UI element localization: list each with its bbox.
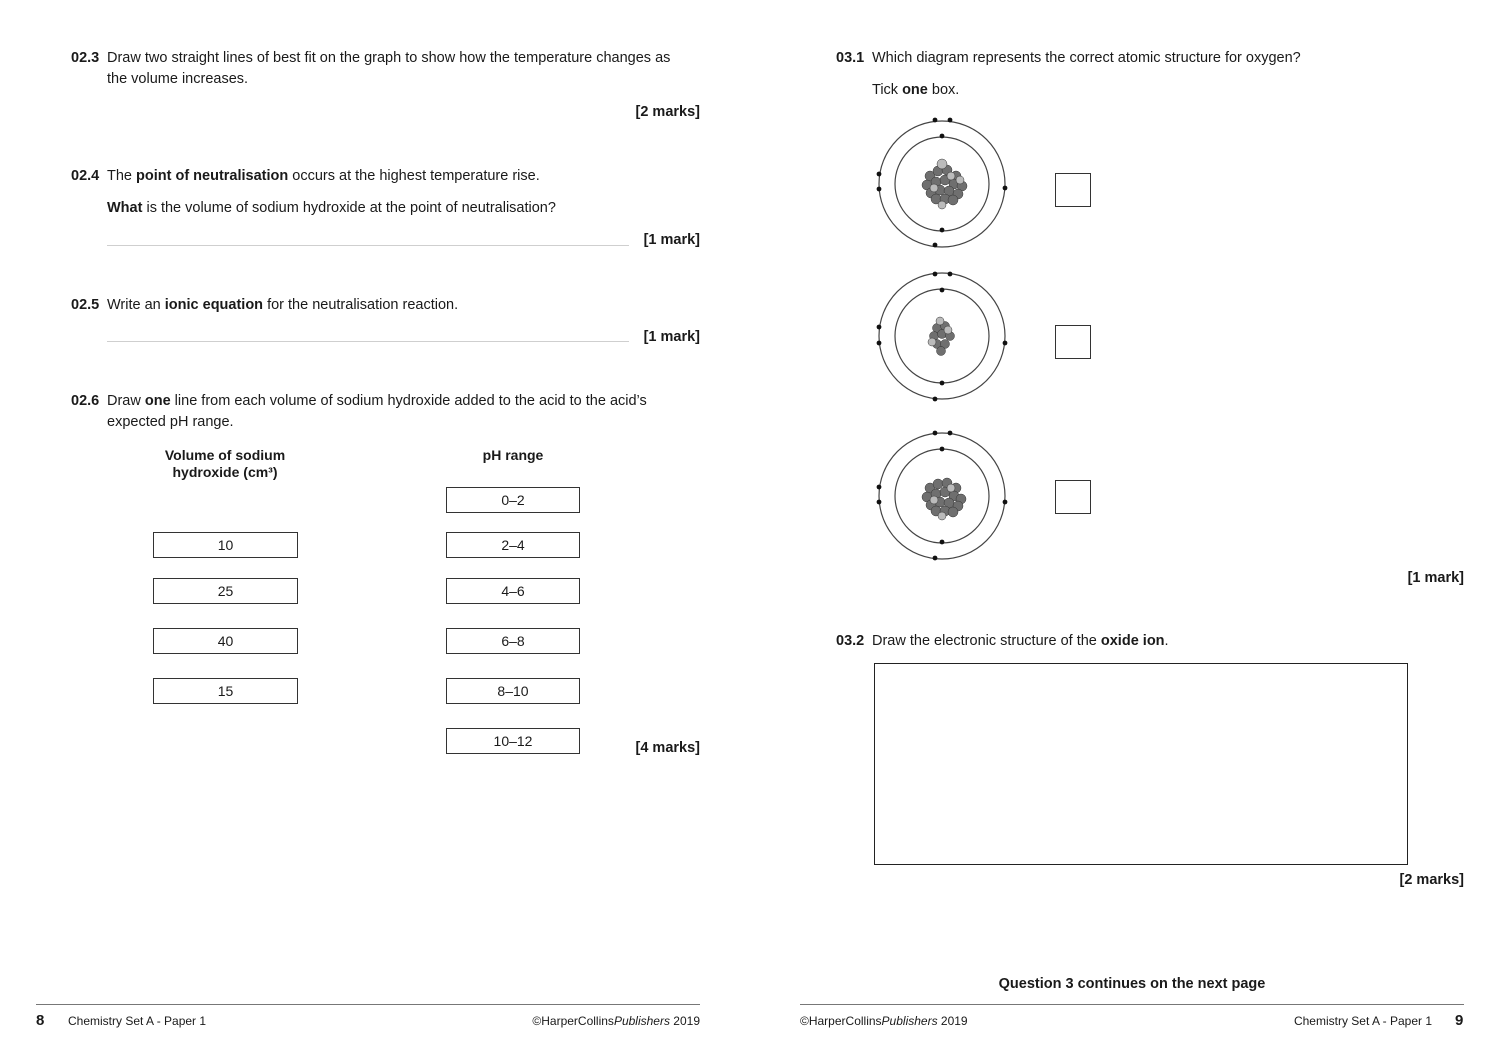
- footer-title: Chemistry Set A - Paper 1: [68, 1014, 207, 1028]
- marks-03-1: [1 mark]: [1407, 570, 1464, 586]
- tick-box-b[interactable]: [1055, 325, 1091, 359]
- volume-box[interactable]: 40: [153, 628, 298, 654]
- answer-line-02-4[interactable]: [107, 245, 629, 246]
- answer-line-02-5[interactable]: [107, 341, 629, 342]
- nucleus: [922, 159, 967, 209]
- nucleus: [922, 478, 966, 520]
- question-02-5-text: Write an ionic equation for the neutralisation reaction.: [107, 297, 459, 313]
- question-02-4-text: The point of neutralisation occurs at the highest temperature rise.: [107, 168, 540, 184]
- question-number-03-1: 03.1: [836, 50, 865, 66]
- tick-instruction: Tick one box.: [872, 82, 960, 98]
- question-03-1-text: Which diagram represents the correct atomic structure for oxygen?: [872, 50, 1301, 66]
- question-02-4-subtext: What is the volume of sodium hydroxide at the point of neutralisation?: [107, 200, 556, 216]
- continues-note: Question 3 continues on the next page: [998, 976, 1266, 992]
- question-number-02-4: 02.4: [71, 168, 100, 184]
- marks-02-6: [4 marks]: [635, 740, 700, 756]
- question-number-02-5: 02.5: [71, 297, 100, 313]
- marks-02-5: [1 mark]: [643, 329, 700, 345]
- question-number-02-3: 02.3: [71, 50, 100, 66]
- volume-box[interactable]: 10: [153, 532, 298, 558]
- volume-box[interactable]: 25: [153, 578, 298, 604]
- ph-range-box[interactable]: 4–6: [446, 578, 580, 604]
- question-02-6-line1: Draw one line from each volume of sodium hydroxide added to the acid to the acid’s: [107, 393, 647, 409]
- tick-box-c[interactable]: [1055, 480, 1091, 514]
- question-02-3-line2: the volume increases.: [107, 71, 249, 87]
- nucleus: [928, 317, 955, 356]
- tick-box-a[interactable]: [1055, 173, 1091, 207]
- ph-range-box[interactable]: 6–8: [446, 628, 580, 654]
- question-02-3-line1: Draw two straight lines of best fit on the graph to show how the temperature changes as: [107, 50, 671, 66]
- question-03-2-text: Draw the electronic structure of the oxide ion.: [872, 633, 1169, 649]
- footer-rule: [800, 1004, 1464, 1005]
- question-02-6-line2: expected pH range.: [107, 414, 234, 430]
- marks-02-4: [1 mark]: [643, 232, 700, 248]
- ph-range-box[interactable]: 2–4: [446, 532, 580, 558]
- footer-rule: [36, 1004, 700, 1005]
- question-number-02-6: 02.6: [71, 393, 100, 409]
- footer-copyright: ©HarperCollinsPublishers 2019: [532, 1014, 700, 1028]
- page-number: 8: [36, 1012, 45, 1029]
- marks-02-3: [2 marks]: [635, 104, 700, 120]
- ph-range-box[interactable]: 8–10: [446, 678, 580, 704]
- atom-diagram-c: [872, 426, 1012, 566]
- volume-column-header: Volume of sodium hydroxide (cm³): [164, 447, 286, 480]
- ph-range-box[interactable]: 0–2: [446, 487, 580, 513]
- page-number: 9: [1455, 1012, 1464, 1029]
- volume-box[interactable]: 15: [153, 678, 298, 704]
- question-number-03-2: 03.2: [836, 633, 865, 649]
- question-02-6-text: [107, 391, 707, 433]
- atom-diagram-a: [872, 114, 1012, 254]
- drawing-answer-box[interactable]: [874, 663, 1408, 865]
- ph-range-box[interactable]: 10–12: [446, 728, 580, 754]
- atom-diagram-b: [872, 266, 1012, 406]
- footer-title: Chemistry Set A - Paper 1: [1293, 1014, 1432, 1028]
- footer-copyright: ©HarperCollinsPublishers 2019: [800, 1014, 968, 1028]
- question-02-3-text: [107, 48, 707, 90]
- ph-column-header: pH range: [482, 447, 544, 463]
- marks-03-2: [2 marks]: [1399, 872, 1464, 888]
